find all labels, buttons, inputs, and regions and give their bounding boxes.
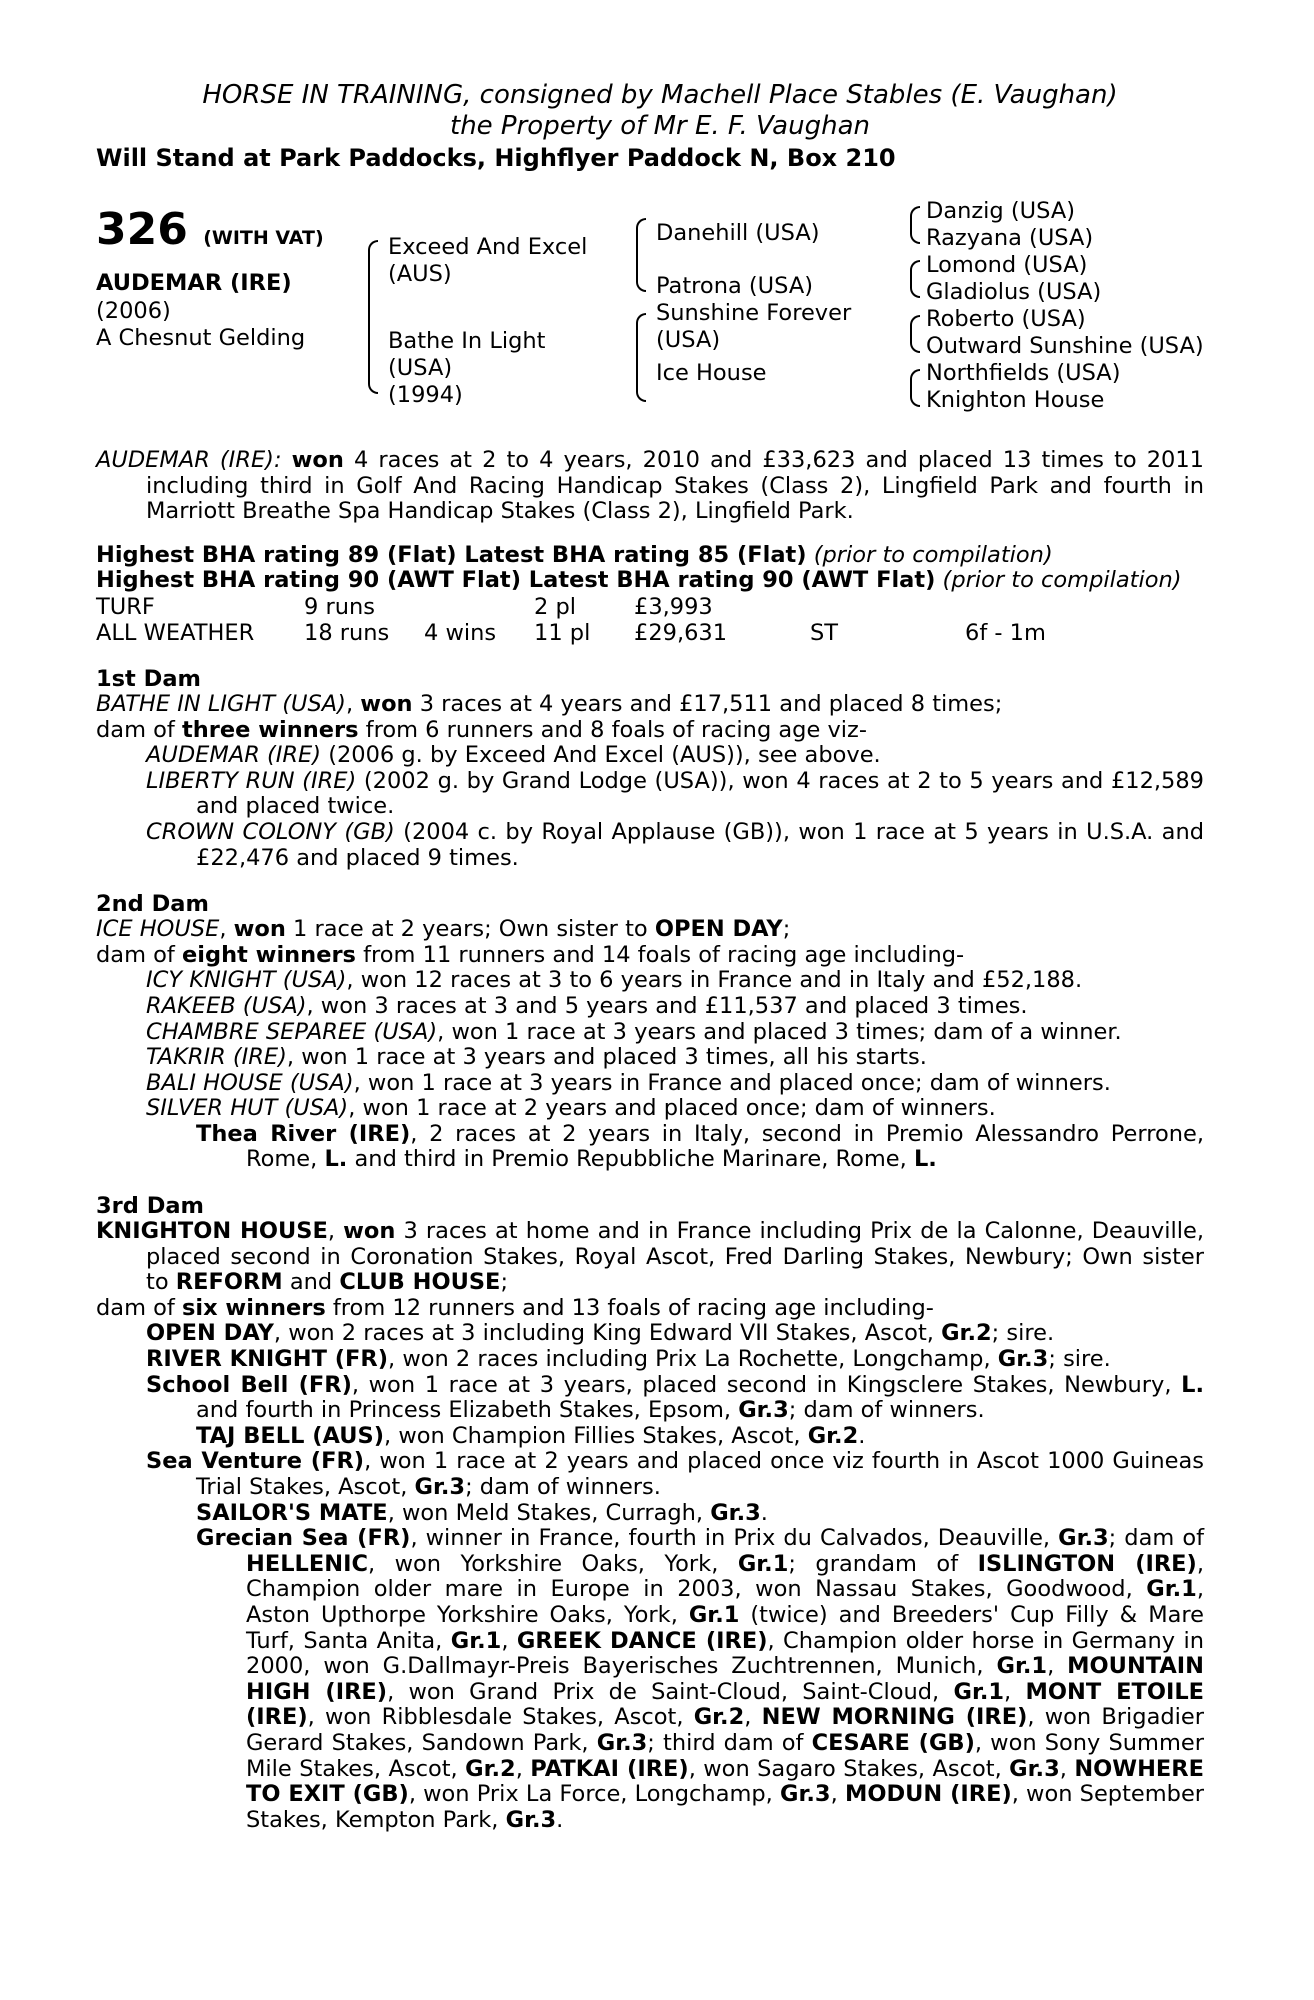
produce-name: CROWN COLONY (GB) bbox=[146, 818, 395, 845]
progeny-name: HELLENIC bbox=[246, 1550, 368, 1577]
sire-origin: (AUS) bbox=[388, 261, 452, 287]
produce-name: TAKRIR (IRE) bbox=[146, 1044, 287, 1071]
punct: ; bbox=[782, 916, 791, 943]
horse-name: AUDEMAR (IRE) bbox=[96, 270, 292, 296]
produce-text: , Aston Upthorpe Yorkshire Oaks, York, bbox=[246, 1576, 1204, 1628]
stat-wins bbox=[424, 594, 534, 620]
progeny-name: NOWHERE TO EXIT (GB) bbox=[246, 1755, 1204, 1808]
winners-count: eight winners bbox=[181, 941, 356, 968]
group-mark: Gr.3 bbox=[596, 1729, 648, 1756]
produce-text: , won 12 races at 3 to 6 years in France and in Italy and £52,188. bbox=[346, 967, 1083, 994]
stat-placed: 2 pl bbox=[534, 593, 577, 620]
produce-text: ; dam of winners. bbox=[788, 1397, 985, 1424]
summary-horse-name: AUDEMAR (IRE) bbox=[96, 447, 274, 473]
pedigree-brace-4 bbox=[910, 206, 920, 244]
pedigree-brace-3 bbox=[636, 313, 646, 402]
produce-text: (2002 g. by Grand Lodge (USA)), won 4 races at 2 to 5 years and £12,589 and placed twice. bbox=[196, 767, 1204, 820]
produce-text: ; third dam of bbox=[647, 1729, 804, 1756]
sire-sire-sire: Danzig (USA) bbox=[926, 198, 1075, 224]
punct: , bbox=[744, 1704, 752, 1731]
group-mark: Gr.2 bbox=[941, 1320, 992, 1347]
progeny-name: MOUNTAIN HIGH (IRE) bbox=[246, 1653, 1204, 1705]
produce-text: , won 2 races including Prix La Rochette, Longchamp, bbox=[388, 1346, 991, 1373]
punct: , bbox=[1004, 1678, 1012, 1705]
produce-entry bbox=[96, 1424, 1204, 1450]
dam-of-label: dam of bbox=[96, 716, 175, 743]
sire-dam-sire: Lomond (USA) bbox=[926, 252, 1088, 278]
produce-entry bbox=[96, 994, 1204, 1020]
sire-dam-dam: Gladiolus (USA) bbox=[926, 279, 1102, 305]
produce-text: . bbox=[760, 1499, 768, 1526]
produce-text: ; sire. bbox=[991, 1320, 1055, 1347]
produce-entry bbox=[96, 968, 1204, 994]
listed-mark: L. bbox=[324, 1146, 348, 1173]
produce-entry bbox=[96, 1347, 1204, 1373]
sire-name: Exceed And Excel bbox=[388, 234, 588, 260]
third-dam-heading: 3rd Dam bbox=[96, 1193, 204, 1220]
dam-sire-origin: (USA) bbox=[656, 327, 721, 353]
dam-sire-dam: Outward Sunshine (USA) bbox=[926, 333, 1204, 359]
dam-year: (1994) bbox=[388, 382, 463, 408]
group-mark: Gr.3 bbox=[1009, 1755, 1060, 1782]
sire-dam: Patrona (USA) bbox=[656, 273, 814, 299]
first-dam-won: won bbox=[360, 690, 413, 717]
rating-flat-text: Highest BHA rating 89 (Flat) Latest BHA rating 85 (Flat) bbox=[96, 541, 807, 568]
group-mark: Gr.1 bbox=[688, 1601, 740, 1628]
produce-name: SAILOR'S MATE bbox=[196, 1499, 388, 1526]
stat-surface: TURF bbox=[96, 593, 155, 620]
group-mark: Gr.3 bbox=[1058, 1525, 1109, 1552]
foaling-year: (2006) bbox=[96, 298, 171, 324]
rating-flat bbox=[96, 543, 1204, 569]
stats-row-turf bbox=[96, 594, 1204, 620]
dam-of-label: dam of bbox=[96, 1294, 175, 1321]
produce-text: ; grandam of bbox=[788, 1550, 959, 1577]
produce-text: , won Sony Summer Mile Stakes, Ascot, bbox=[246, 1729, 1204, 1782]
pedigree-brace-6 bbox=[910, 315, 920, 353]
produce-text: . bbox=[858, 1422, 866, 1449]
produce-text: , won 1 race at 3 years, placed second in Kingsclere Stakes, Newbury, bbox=[351, 1371, 1172, 1398]
produce-text: , won Sagaro Stakes, Ascot, bbox=[688, 1755, 1002, 1782]
dam-dam: Ice House bbox=[656, 360, 767, 386]
produce-entry bbox=[96, 743, 1204, 769]
produce-name: RAKEEB (USA) bbox=[146, 992, 307, 1019]
produce-name: TAJ BELL (AUS) bbox=[196, 1422, 385, 1449]
listed-mark: L. bbox=[913, 1146, 937, 1173]
produce-text: (2006 g. by Exceed And Excel (AUS)), see above. bbox=[328, 742, 881, 769]
first-dam-heading: 1st Dam bbox=[96, 665, 201, 692]
produce-name: CHAMBRE SEPAREE (USA) bbox=[146, 1018, 438, 1045]
progeny-name: CESARE (GB) bbox=[811, 1729, 975, 1756]
punct: ; bbox=[500, 1269, 509, 1296]
produce-text: ; dam of bbox=[1108, 1525, 1205, 1552]
winners-count: six winners bbox=[181, 1294, 326, 1321]
progeny-name: NEW MORNING (IRE) bbox=[761, 1704, 1028, 1731]
sister-name: REFORM bbox=[175, 1269, 283, 1296]
pedigree-block bbox=[96, 198, 1204, 448]
progeny-name: MODUN (IRE) bbox=[844, 1781, 1012, 1808]
stats-row-all-weather bbox=[96, 620, 1204, 646]
produce-name: RIVER KNIGHT (FR) bbox=[146, 1346, 389, 1373]
produce-entry bbox=[96, 1526, 1204, 1833]
winners-count: three winners bbox=[181, 716, 359, 743]
group-mark: Gr.2 bbox=[807, 1422, 859, 1449]
produce-entry bbox=[96, 1020, 1204, 1046]
second-dam-won: won bbox=[233, 916, 286, 943]
stat-money: £3,993 bbox=[634, 593, 713, 620]
second-dam-text: 1 race at 2 years; Own sister to bbox=[293, 916, 648, 943]
group-mark: Gr.3 bbox=[505, 1806, 557, 1833]
stat-distance bbox=[965, 594, 1085, 620]
stat-runs: 18 runs bbox=[304, 619, 390, 646]
stand-location: Will Stand at Park Paddocks, Highflyer Paddock N, Box 210 bbox=[96, 144, 896, 172]
third-dam-name: KNIGHTON HOUSE bbox=[96, 1218, 328, 1245]
sire-sire-dam: Razyana (USA) bbox=[926, 225, 1094, 251]
punct: , bbox=[830, 1781, 838, 1808]
second-dam-record: ICE HOUSE, won 1 race at 2 years; Own sister to OPEN DAY; bbox=[96, 916, 791, 943]
produce-text: , won Ribblesdale Stakes, Ascot, bbox=[307, 1704, 684, 1731]
produce-name: OPEN DAY bbox=[146, 1320, 274, 1347]
dam-of-text: from 12 runners and 13 foals of racing age including- bbox=[332, 1294, 934, 1321]
produce-name: School Bell (FR) bbox=[146, 1371, 352, 1398]
group-mark: Gr.2 bbox=[465, 1755, 516, 1782]
produce-name: SILVER HUT (USA) bbox=[146, 1095, 349, 1122]
produce-name: Grecian Sea (FR) bbox=[196, 1525, 411, 1552]
stat-money: £29,631 bbox=[634, 619, 728, 646]
group-mark: Gr.2 bbox=[693, 1704, 745, 1731]
group-mark: Gr.3 bbox=[710, 1499, 761, 1526]
group-mark: Gr.1 bbox=[953, 1678, 1005, 1705]
produce-text: , won Meld Stakes, Curragh, bbox=[387, 1499, 704, 1526]
dam-dam-dam: Knighton House bbox=[926, 387, 1105, 413]
produce-entry bbox=[96, 769, 1204, 820]
produce-text: , won 3 races at 3 and 5 years and £11,537 and placed 3 times. bbox=[306, 992, 1028, 1019]
stat-runs: 9 runs bbox=[304, 593, 375, 620]
punct: , bbox=[501, 1627, 509, 1654]
produce-text: and third in Premio Repubbliche Marinare, Rome, bbox=[354, 1146, 907, 1173]
produce-text: , won 1 race at 3 years in France and placed once; dam of winners. bbox=[353, 1069, 1111, 1096]
conj: and bbox=[289, 1269, 333, 1296]
group-mark: Gr.1 bbox=[450, 1627, 502, 1654]
dam-origin: (USA) bbox=[388, 355, 453, 381]
property-line: the Property of Mr E. F. Vaughan bbox=[450, 111, 870, 141]
produce-entry bbox=[96, 1045, 1204, 1071]
third-dam-won: won bbox=[343, 1218, 396, 1245]
sire-sire: Danehill (USA) bbox=[656, 220, 820, 246]
horse-description: A Chesnut Gelding bbox=[96, 325, 306, 351]
stat-wins: 4 wins bbox=[424, 619, 497, 646]
summary-text: 4 races at 2 to 4 years, 2010 and £33,623 and placed 13 times to 2011 including third in Golf And Racing Handicap Stakes (Class 2), Lingfield Park and fourth in Marriott Breathe Spa Handicap Stakes (Class 2), Lingfield Park. bbox=[146, 447, 1204, 525]
produce-text: , won 1 race at 3 years and placed 3 times, all his starts. bbox=[286, 1044, 927, 1071]
produce-text: ; dam of winners. bbox=[465, 1474, 661, 1500]
group-mark: Gr.3 bbox=[414, 1474, 466, 1500]
dam-of-text: from 11 runners and 14 foals of racing age including- bbox=[363, 941, 965, 968]
punct: , bbox=[1059, 1755, 1067, 1782]
produce-text: and fourth in Princess Elizabeth Stakes, Epsom, bbox=[196, 1397, 732, 1424]
produce-text: (2004 c. by Royal Applause (GB)), won 1 race at 5 years in U.S.A. and £22,476 and placed 9 times. bbox=[196, 818, 1204, 871]
produce-text: , won Grand Prix de Saint-Cloud, Saint-Cloud, bbox=[387, 1678, 940, 1705]
third-dam-text: 3 races at home and in France including Prix de la Calonne, Deauville, placed second in Coronation Stakes, Royal Ascot, Fred Darling Stakes, Newbury; Own sister to bbox=[146, 1218, 1205, 1296]
produce-text: ; sire. bbox=[1048, 1346, 1111, 1373]
pedigree-brace-2 bbox=[636, 218, 646, 292]
pedigree-brace-1 bbox=[368, 240, 378, 394]
second-dam-heading: 2nd Dam bbox=[96, 891, 209, 918]
produce-text: , won 2 races at 3 including King Edward VII Stakes, Ascot, bbox=[273, 1320, 934, 1347]
sister-name: CLUB HOUSE bbox=[339, 1269, 501, 1296]
stat-going: ST bbox=[810, 619, 839, 646]
produce-entry bbox=[96, 820, 1204, 871]
dam-name: Bathe In Light bbox=[388, 328, 546, 354]
produce-name: Thea River (IRE) bbox=[196, 1120, 411, 1147]
produce-name: LIBERTY RUN (IRE) bbox=[146, 767, 357, 794]
produce-text: , won 1 race at 3 years and placed 3 times; dam of a winner. bbox=[437, 1018, 1122, 1045]
stat-distance: 6f - 1m bbox=[965, 619, 1046, 646]
produce-entry bbox=[96, 1071, 1204, 1097]
vat-note: (WITH VAT) bbox=[203, 227, 324, 249]
first-dam-record: BATHE IN LIGHT (USA), won 3 races at 4 years and £17,511 and placed 8 times; bbox=[96, 690, 1003, 717]
produce-entry bbox=[96, 1321, 1204, 1347]
second-dam-name: ICE HOUSE bbox=[96, 916, 220, 943]
summary-won: won bbox=[291, 447, 344, 473]
rating-awt bbox=[96, 568, 1204, 594]
produce-text: , won 1 race at 2 years and placed once viz fourth in Ascot 1000 Guineas Trial Stakes, Ascot, bbox=[196, 1448, 1204, 1500]
produce-name: ICY KNIGHT (USA) bbox=[146, 967, 347, 994]
produce-text: , winner in France, fourth in Prix du Calvados, Deauville, bbox=[410, 1525, 1051, 1552]
catalogue-page bbox=[96, 80, 1204, 1833]
produce-text: , won Champion Fillies Stakes, Ascot, bbox=[384, 1422, 801, 1449]
produce-text: , won Prix La Force, Longchamp, bbox=[408, 1781, 773, 1808]
rating-awt-note: (prior to compilation) bbox=[942, 567, 1182, 594]
stat-going bbox=[810, 594, 965, 620]
produce-text: , won Brigadier Gerard Stakes, Sandown Park, bbox=[246, 1704, 1204, 1756]
progeny-name: MONT ETOILE (IRE) bbox=[246, 1678, 1205, 1731]
progeny-name: PATKAI (IRE) bbox=[530, 1755, 689, 1782]
group-mark: Gr.1 bbox=[996, 1653, 1048, 1680]
produce-entry bbox=[96, 1122, 1204, 1173]
second-dam-produce bbox=[96, 943, 1204, 969]
group-mark: Gr.3 bbox=[780, 1781, 831, 1808]
punct: , bbox=[1047, 1653, 1055, 1680]
dam-of-label: dam of bbox=[96, 941, 175, 968]
produce-name: BALI HOUSE (USA) bbox=[146, 1069, 354, 1096]
third-dam-record: KNIGHTON HOUSE, won 3 races at home and in France including Prix de la Calonne, Deauville, placed second in Coronation Stakes, Royal Ascot, Fred Darling Stakes, Newbury; Own sister to REFORM and CLUB HOUSE; bbox=[96, 1218, 1205, 1296]
produce-entry bbox=[96, 1501, 1204, 1527]
progeny-name: GREEK DANCE (IRE) bbox=[516, 1627, 768, 1654]
produce-text: , Champion older mare in Europe in 2003, won Nassau Stakes, Goodwood, bbox=[246, 1550, 1204, 1603]
punct: , bbox=[515, 1755, 523, 1782]
rating-awt-text: Highest BHA rating 90 (AWT Flat) Latest BHA rating 90 (AWT Flat) bbox=[96, 567, 936, 594]
punct: . bbox=[556, 1806, 564, 1833]
pedigree-brace-5 bbox=[910, 260, 920, 298]
sister-name: OPEN DAY bbox=[654, 916, 783, 943]
produce-entry bbox=[96, 1096, 1204, 1122]
progeny-name: ISLINGTON (IRE) bbox=[977, 1550, 1197, 1577]
produce-entry bbox=[96, 1373, 1204, 1424]
dam-sire-sire: Roberto (USA) bbox=[926, 306, 1086, 332]
produce-entry bbox=[96, 1449, 1204, 1500]
group-mark: Gr.3 bbox=[997, 1346, 1049, 1373]
dam-of-text: from 6 runners and 8 foals of racing age viz- bbox=[365, 716, 867, 743]
lot-number bbox=[96, 206, 324, 262]
produce-text: , won Yorkshire Oaks, York, bbox=[367, 1550, 719, 1577]
first-dam-name: BATHE IN LIGHT (USA) bbox=[96, 690, 346, 717]
produce-text: (twice) and Breeders' Cup Filly & Mare Turf, Santa Anita, bbox=[246, 1601, 1204, 1654]
first-dam-text: 3 races at 4 years and £17,511 and placed 8 times; bbox=[419, 690, 1003, 717]
lot-number-value: 326 bbox=[96, 204, 188, 255]
group-mark: Gr.1 bbox=[1146, 1576, 1197, 1603]
produce-text: , Champion older horse in Germany in 2000, won G.Dallmayr-Preis Bayerisches Zuchtrennen, Munich, bbox=[246, 1627, 1205, 1680]
ratings-block bbox=[96, 543, 1204, 594]
produce-text: , won September Stakes, Kempton Park, bbox=[246, 1781, 1205, 1833]
race-summary bbox=[96, 448, 1204, 525]
dam-dam-sire: Northfields (USA) bbox=[926, 360, 1121, 386]
group-mark: Gr.3 bbox=[738, 1397, 789, 1424]
group-mark: Gr.1 bbox=[737, 1550, 789, 1577]
pedigree-brace-7 bbox=[910, 369, 920, 407]
first-dam-produce bbox=[96, 718, 1204, 744]
produce-name: Sea Venture (FR) bbox=[146, 1448, 365, 1475]
produce-text: , won 1 race at 2 years and placed once; dam of winners. bbox=[348, 1095, 996, 1122]
consignor-line: HORSE IN TRAINING, consigned by Machell Place Stables (E. Vaughan) bbox=[202, 80, 1118, 110]
dam-sire: Sunshine Forever bbox=[656, 300, 852, 326]
rating-flat-note: (prior to compilation) bbox=[813, 541, 1053, 568]
listed-mark: L. bbox=[1181, 1371, 1205, 1398]
third-dam-produce bbox=[96, 1296, 1204, 1322]
stat-placed: 11 pl bbox=[534, 619, 591, 646]
produce-name: AUDEMAR (IRE) bbox=[146, 742, 322, 769]
produce-text: , 2 races at 2 years in Italy, second in Premio Alessandro Perrone, Rome, bbox=[246, 1120, 1204, 1173]
summary-colon: : bbox=[273, 447, 282, 473]
stat-surface: ALL WEATHER bbox=[96, 619, 255, 646]
